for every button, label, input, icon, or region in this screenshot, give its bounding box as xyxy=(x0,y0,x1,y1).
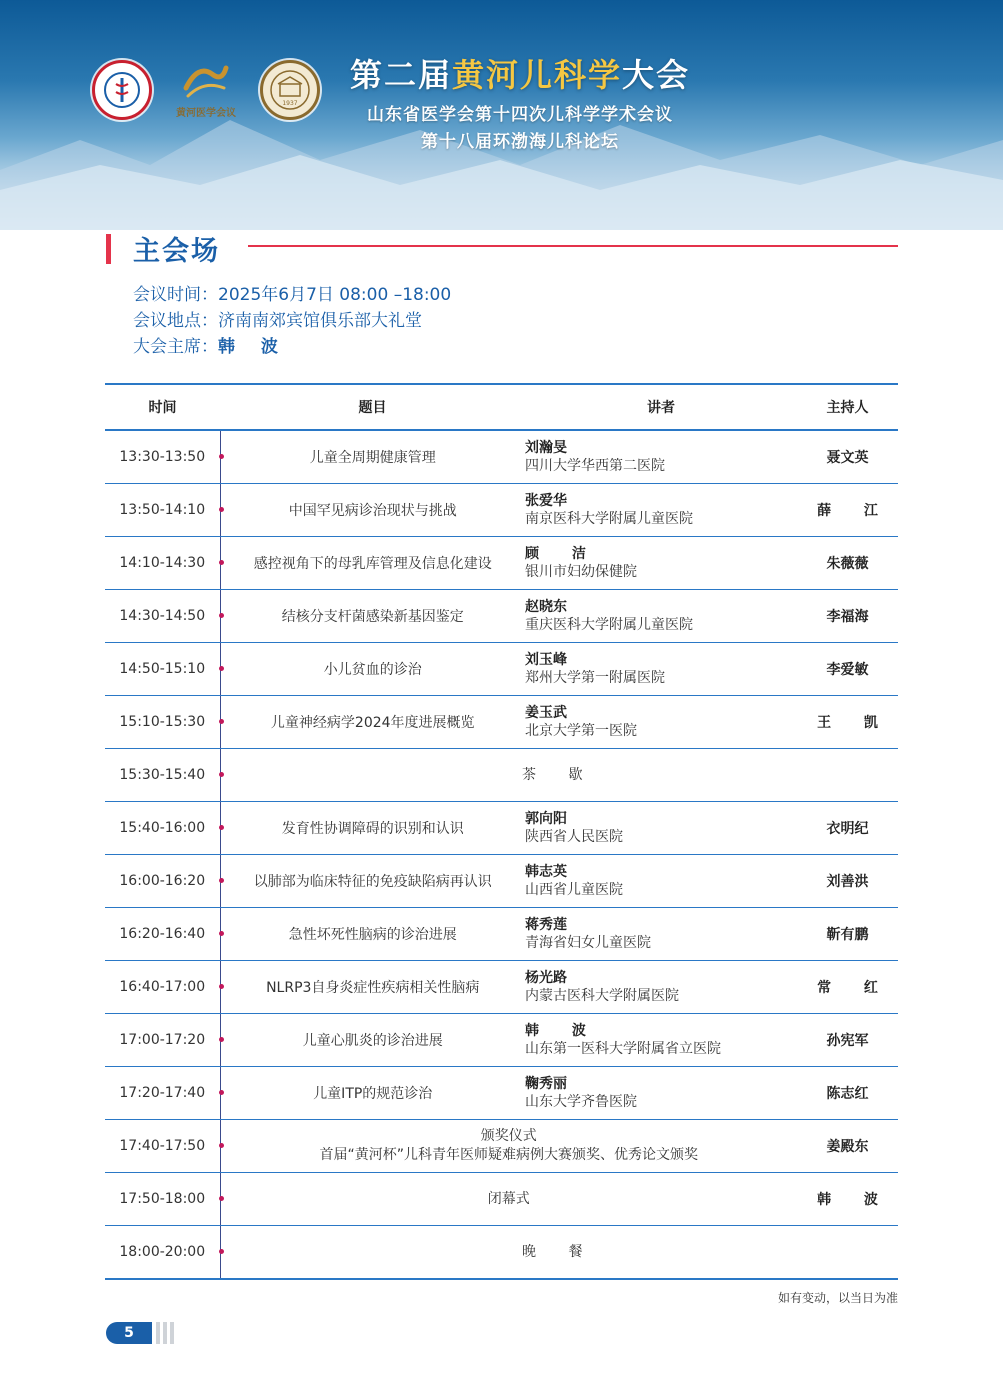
speaker-cell xyxy=(525,537,797,590)
topic-cell: 发育性协调障碍的识别和认识 xyxy=(220,802,525,855)
conference-subtitle-2: 第十八届环渤海儿科论坛 xyxy=(421,132,619,152)
speaker-org: 重庆医科大学附属儿童医院 xyxy=(525,617,693,633)
table-row xyxy=(105,643,898,696)
topic-cell: 中国罕见病诊治现状与挑战 xyxy=(220,484,525,537)
topic-cell: 儿童心肌炎的诊治进展 xyxy=(220,1014,525,1067)
host-cell xyxy=(797,855,898,908)
time-value: 16:40-17:00 xyxy=(119,979,206,995)
timeline-dot xyxy=(219,560,224,565)
dinner-cell xyxy=(220,1226,898,1280)
timeline-dot xyxy=(219,666,224,671)
header-banner xyxy=(0,0,1003,230)
speaker-name: 韩 波 xyxy=(525,1023,600,1039)
table-header-row xyxy=(105,384,898,430)
speaker-cell xyxy=(525,961,797,1014)
speaker-name: 赵晓东 xyxy=(525,599,567,615)
time-value: 17:50-18:00 xyxy=(119,1191,206,1207)
host-name: 李福海 xyxy=(826,609,869,625)
timeline-dot xyxy=(219,878,224,883)
time-value: 17:20-17:40 xyxy=(119,1085,206,1101)
time-value: 15:10-15:30 xyxy=(119,714,206,730)
page-stripe xyxy=(170,1322,174,1344)
timeline-dot xyxy=(219,931,224,936)
closing-cell xyxy=(220,1173,797,1226)
host-name: 孙宪军 xyxy=(826,1033,869,1049)
time-cell xyxy=(105,643,220,696)
topic-cell: 感控视角下的母乳库管理及信息化建设 xyxy=(220,537,525,590)
host-cell xyxy=(797,430,898,484)
meeting-time: 会议时间：2025年6月7日 08:00 –18:00 xyxy=(133,285,452,305)
schedule-body xyxy=(105,430,898,1279)
header-host: 主持人 xyxy=(797,384,898,430)
time-cell xyxy=(105,430,220,484)
topic-cell: 急性坏死性脑病的诊治进展 xyxy=(220,908,525,961)
host-name: 刘善洪 xyxy=(826,874,869,890)
time-value: 17:00-17:20 xyxy=(119,1032,206,1048)
time-cell xyxy=(105,484,220,537)
header-time: 时间 xyxy=(105,384,220,430)
time-cell xyxy=(105,1067,220,1120)
speaker-org: 郑州大学第一附属医院 xyxy=(525,670,665,686)
host-name: 常 红 xyxy=(817,980,892,996)
award-desc: 首届“黄河杯”儿科青年医师疑难病例大赛颁奖、优秀论文颁奖 xyxy=(319,1147,698,1163)
timeline-dot xyxy=(219,1037,224,1042)
timeline-dot xyxy=(219,1143,224,1148)
time-cell xyxy=(105,1014,220,1067)
topic-cell: NLRP3自身炎症性疾病相关性脑病 xyxy=(220,961,525,1014)
table-row xyxy=(105,1173,898,1226)
table-row xyxy=(105,696,898,749)
topic-cell: 小儿贫血的诊治 xyxy=(220,643,525,696)
dinner-label: 晚 餐 xyxy=(522,1243,597,1260)
time-value: 14:50-15:10 xyxy=(119,661,206,677)
host-cell xyxy=(797,1067,898,1120)
conference-subtitle-1: 山东省医学会第十四次儿科学学术会议 xyxy=(367,105,673,125)
break-cell xyxy=(220,749,898,802)
timeline-dot xyxy=(219,507,224,512)
time-value: 13:30-13:50 xyxy=(119,449,206,465)
timeline-dot xyxy=(219,772,224,777)
topic-cell: 儿童ITP的规范诊治 xyxy=(220,1067,525,1120)
speaker-org: 山西省儿童医院 xyxy=(525,882,623,898)
speaker-org: 山东第一医科大学附属省立医院 xyxy=(525,1041,721,1057)
speaker-name: 韩志英 xyxy=(525,864,567,880)
time-value: 17:40-17:50 xyxy=(119,1138,206,1154)
table-row xyxy=(105,1120,898,1173)
section-accent-bar xyxy=(106,234,111,264)
speaker-cell xyxy=(525,1067,797,1120)
time-cell xyxy=(105,1120,220,1173)
speaker-org: 陕西省人民医院 xyxy=(525,829,623,845)
table-row xyxy=(105,749,898,802)
host-name: 靳有鹏 xyxy=(826,927,869,943)
header-titles xyxy=(0,50,1003,152)
speaker-cell xyxy=(525,696,797,749)
table-row xyxy=(105,430,898,484)
speaker-cell xyxy=(525,430,797,484)
timeline-dot xyxy=(219,984,224,989)
timeline-dot xyxy=(219,1249,224,1254)
time-cell xyxy=(105,1173,220,1226)
break-label: 茶 歇 xyxy=(522,766,597,783)
schedule-table xyxy=(105,383,898,1280)
time-cell xyxy=(105,802,220,855)
change-note: 如有变动，以当日为准 xyxy=(777,1291,898,1305)
conference-title: 第二届黄河儿科学大会 xyxy=(349,56,691,94)
time-value: 14:10-14:30 xyxy=(119,555,206,571)
speaker-name: 蒋秀莲 xyxy=(525,917,567,933)
host-cell xyxy=(797,1014,898,1067)
page-stripe xyxy=(163,1322,167,1344)
speaker-org: 内蒙古医科大学附属医院 xyxy=(525,988,679,1004)
time-cell xyxy=(105,590,220,643)
host-cell xyxy=(797,802,898,855)
speaker-name: 杨光路 xyxy=(525,970,567,986)
time-value: 16:00-16:20 xyxy=(119,873,206,889)
speaker-org: 四川大学华西第二医院 xyxy=(525,458,665,474)
table-row xyxy=(105,590,898,643)
speaker-name: 郭向阳 xyxy=(525,811,567,827)
table-row xyxy=(105,537,898,590)
header-topic: 题目 xyxy=(220,384,525,430)
topic-cell: 儿童全周期健康管理 xyxy=(220,430,525,484)
time-cell xyxy=(105,961,220,1014)
time-cell xyxy=(105,696,220,749)
section-title: 主会场 xyxy=(133,236,220,267)
time-value: 15:30-15:40 xyxy=(119,767,206,783)
table-row xyxy=(105,855,898,908)
speaker-cell xyxy=(525,1014,797,1067)
timeline-dot xyxy=(219,454,224,459)
speaker-org: 银川市妇幼保健院 xyxy=(525,564,637,580)
host-cell xyxy=(797,696,898,749)
table-row xyxy=(105,1014,898,1067)
page-number: 5 xyxy=(106,1322,152,1344)
time-cell xyxy=(105,749,220,802)
speaker-org: 山东大学齐鲁医院 xyxy=(525,1094,637,1110)
meeting-info xyxy=(133,282,451,360)
speaker-name: 张爱华 xyxy=(525,493,567,509)
topic-cell: 儿童神经病学2024年度进展概览 xyxy=(220,696,525,749)
speaker-cell xyxy=(525,802,797,855)
table-row xyxy=(105,908,898,961)
section-divider xyxy=(248,245,898,247)
speaker-name: 鞠秀丽 xyxy=(525,1076,567,1092)
time-value: 16:20-16:40 xyxy=(119,926,206,942)
speaker-org: 青海省妇女儿童医院 xyxy=(525,935,651,951)
closing-label: 闭幕式 xyxy=(487,1190,530,1207)
host-cell xyxy=(797,590,898,643)
time-value: 15:40-16:00 xyxy=(119,820,206,836)
logo-b-text: 黄河医学会议 xyxy=(176,108,236,119)
speaker-cell xyxy=(525,590,797,643)
topic-cell: 结核分支杆菌感染新基因鉴定 xyxy=(220,590,525,643)
speaker-cell xyxy=(525,908,797,961)
timeline-dot xyxy=(219,1090,224,1095)
page-stripe xyxy=(156,1322,160,1344)
time-cell xyxy=(105,1226,220,1280)
timeline-dot xyxy=(219,719,224,724)
speaker-name: 顾 洁 xyxy=(525,546,600,562)
host-name: 李爱敏 xyxy=(826,662,869,678)
speaker-cell xyxy=(525,855,797,908)
meeting-chair: 大会主席：韩 波 xyxy=(133,337,288,357)
time-value: 14:30-14:50 xyxy=(119,608,206,624)
seal-year: 1937 xyxy=(282,100,298,107)
speaker-cell xyxy=(525,484,797,537)
host-name: 朱薇薇 xyxy=(826,556,869,572)
host-cell xyxy=(797,537,898,590)
host-name: 薛 江 xyxy=(817,503,892,519)
speaker-org: 北京大学第一医院 xyxy=(525,723,637,739)
host-cell xyxy=(797,1120,898,1173)
speaker-name: 刘瀚旻 xyxy=(525,440,567,456)
table-row xyxy=(105,1226,898,1280)
award-cell xyxy=(220,1120,797,1173)
time-cell xyxy=(105,908,220,961)
host-cell xyxy=(797,908,898,961)
host-name: 姜殿东 xyxy=(826,1139,869,1155)
speaker-cell xyxy=(525,643,797,696)
speaker-name: 姜玉武 xyxy=(525,705,567,721)
table-row xyxy=(105,802,898,855)
host-cell xyxy=(797,961,898,1014)
host-name: 聂文英 xyxy=(826,450,869,466)
host-cell xyxy=(797,484,898,537)
timeline-dot xyxy=(219,1196,224,1201)
header-speaker: 讲者 xyxy=(525,384,797,430)
time-cell xyxy=(105,855,220,908)
timeline-dot xyxy=(219,825,224,830)
time-value: 13:50-14:10 xyxy=(119,502,206,518)
timeline-dot xyxy=(219,613,224,618)
host-name: 衣明纪 xyxy=(826,821,869,837)
time-cell xyxy=(105,537,220,590)
table-row xyxy=(105,484,898,537)
speaker-org: 南京医科大学附属儿童医院 xyxy=(525,511,693,527)
time-value: 18:00-20:00 xyxy=(119,1244,206,1260)
host-name: 韩 波 xyxy=(817,1192,892,1208)
host-cell xyxy=(797,1173,898,1226)
award-title: 颁奖仪式 xyxy=(480,1128,537,1144)
topic-cell: 以肺部为临床特征的免疫缺陷病再认识 xyxy=(220,855,525,908)
host-name: 陈志红 xyxy=(826,1086,869,1102)
meeting-venue: 会议地点：济南南郊宾馆俱乐部大礼堂 xyxy=(133,311,422,331)
host-cell xyxy=(797,643,898,696)
speaker-name: 刘玉峰 xyxy=(525,652,567,668)
table-row xyxy=(105,961,898,1014)
host-name: 王 凯 xyxy=(817,715,892,731)
table-row xyxy=(105,1067,898,1120)
